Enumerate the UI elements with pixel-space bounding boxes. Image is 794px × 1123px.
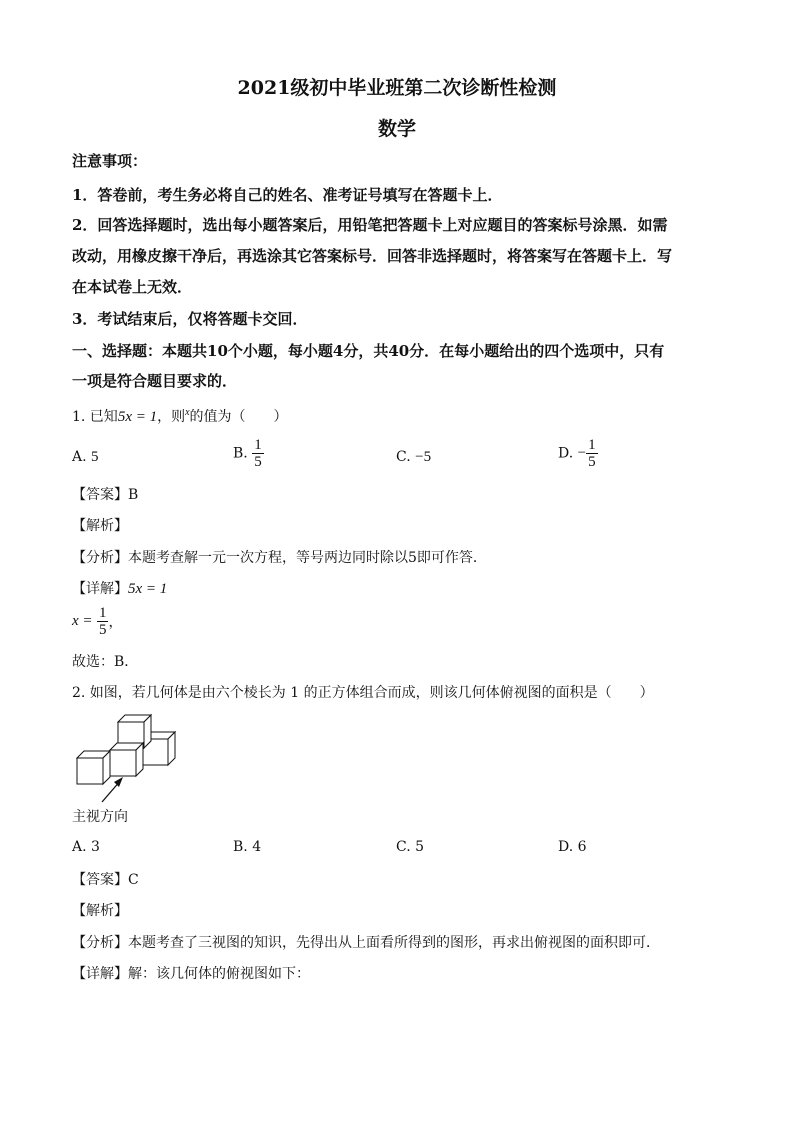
q1-option-a	[72, 449, 99, 466]
q1-option-d-label: D.	[558, 445, 574, 462]
q1-option-a-value: 5	[91, 449, 99, 465]
q2-option-b: B. 4	[233, 839, 262, 855]
section-heading-line-2: 一项是符合题目要求的．	[72, 372, 238, 390]
notes-heading: 注意事项：	[72, 152, 148, 170]
q1-option-b-fraction	[252, 437, 264, 470]
note-2-line-2: 改动，用橡皮擦干净后，再选涂其它答案标号．回答非选择题时，将答案写在答题卡上．写	[72, 247, 673, 265]
q1-option-d-denominator: 5	[588, 454, 596, 470]
q1-prefix: 1. 已知	[72, 409, 118, 425]
section-heading-line-1: 一、选择题：本题共10个小题，每小题4分，共40分．在每小题给出的四个选项中，只有	[72, 342, 665, 360]
q1-fenxi-text: 本题考查解一元一次方程，等号两边同时除以5即可作答．	[128, 550, 487, 566]
q2-answer-value: C	[128, 872, 139, 888]
q1-option-c	[396, 449, 431, 466]
q2-detail-tag: 【详解】	[72, 966, 128, 982]
note-2-line-1: 2．回答选择题时，选出每小题答案后，用铅笔把答题卡上对应题目的答案标号涂黑．如需	[72, 216, 668, 234]
q1-solution-lhs: x =	[72, 613, 93, 629]
cube-group	[77, 715, 175, 784]
q2-option-a: A. 3	[72, 839, 100, 855]
q1-fenxi-tag: 【分析】	[72, 550, 128, 566]
q2-detail-text: 解：该几何体的俯视图如下：	[128, 966, 310, 982]
q1-fenxi	[72, 547, 487, 567]
cube-front-left	[77, 751, 110, 784]
q1-option-b-numerator: 1	[254, 437, 262, 453]
exam-title: 2021级初中毕业班第二次诊断性检测	[237, 77, 557, 99]
q1-solution-denominator: 5	[98, 622, 107, 638]
q1-suffix: 的值为（ ）	[189, 409, 288, 425]
cube-front-middle	[110, 743, 143, 776]
q2-detail	[72, 963, 310, 983]
q2-analysis-tag: 【解析】	[72, 903, 128, 919]
q1-solution-numerator: 1	[98, 605, 107, 621]
q1-answer-value: B	[128, 487, 139, 503]
q1-detail	[72, 578, 167, 598]
q1-variable: x	[185, 407, 190, 418]
q1-detail-equation: 5x = 1	[128, 581, 168, 597]
q1-mid: ，则	[157, 409, 186, 425]
q1-solution-end: ，	[108, 614, 123, 631]
q1-answer-tag: 【答案】	[72, 487, 128, 503]
q1-solution-fraction	[97, 605, 109, 638]
q2-option-d: D. 6	[558, 839, 587, 855]
q1-option-a-label: A.	[72, 449, 87, 465]
q1-solution	[72, 605, 122, 638]
q2-cube-figure	[72, 710, 182, 805]
subject-title: 数学	[377, 118, 416, 140]
q2-figure-caption: 主视方向	[72, 809, 128, 825]
q2-answer	[72, 869, 139, 889]
q1-detail-tag: 【详解】	[72, 581, 128, 597]
q1-conclusion: 故选：B．	[72, 654, 139, 670]
q1-option-c-label: C.	[396, 449, 411, 465]
note-2-line-3: 在本试卷上无效．	[72, 278, 193, 296]
q2-fenxi	[72, 932, 660, 952]
q2-option-c: C. 5	[396, 839, 425, 855]
q2-stem: 2. 如图，若几何体是由六个棱长为 1 的正方体组合而成，则该几何体俯视图的面积是（ ）	[72, 685, 654, 701]
q1-option-b-denominator: 5	[254, 454, 262, 470]
q2-fenxi-text: 本题考查了三视图的知识，先得出从上面看所得到的图形，再求出俯视图的面积即可．	[128, 935, 660, 951]
q1-answer	[72, 484, 138, 504]
note-3: 3．考试结束后，仅将答题卡交回．	[72, 310, 308, 328]
note-1: 1．答卷前，考生务必将自己的姓名、准考证号填写在答题卡上．	[72, 186, 503, 204]
q1-option-d	[558, 437, 598, 470]
q1-analysis-tag: 【解析】	[72, 518, 128, 534]
q1-equation: 5x = 1	[117, 409, 158, 425]
q1-option-d-fraction	[586, 437, 598, 470]
q1-stem	[72, 406, 288, 426]
q2-answer-tag: 【答案】	[72, 872, 128, 888]
q1-option-b-label: B.	[233, 445, 248, 462]
q2-fenxi-tag: 【分析】	[72, 935, 128, 951]
q1-option-c-value: −5	[415, 449, 432, 465]
q1-option-d-numerator: 1	[588, 437, 596, 453]
q1-option-b	[233, 437, 264, 470]
q1-option-d-sign: −	[577, 445, 587, 461]
